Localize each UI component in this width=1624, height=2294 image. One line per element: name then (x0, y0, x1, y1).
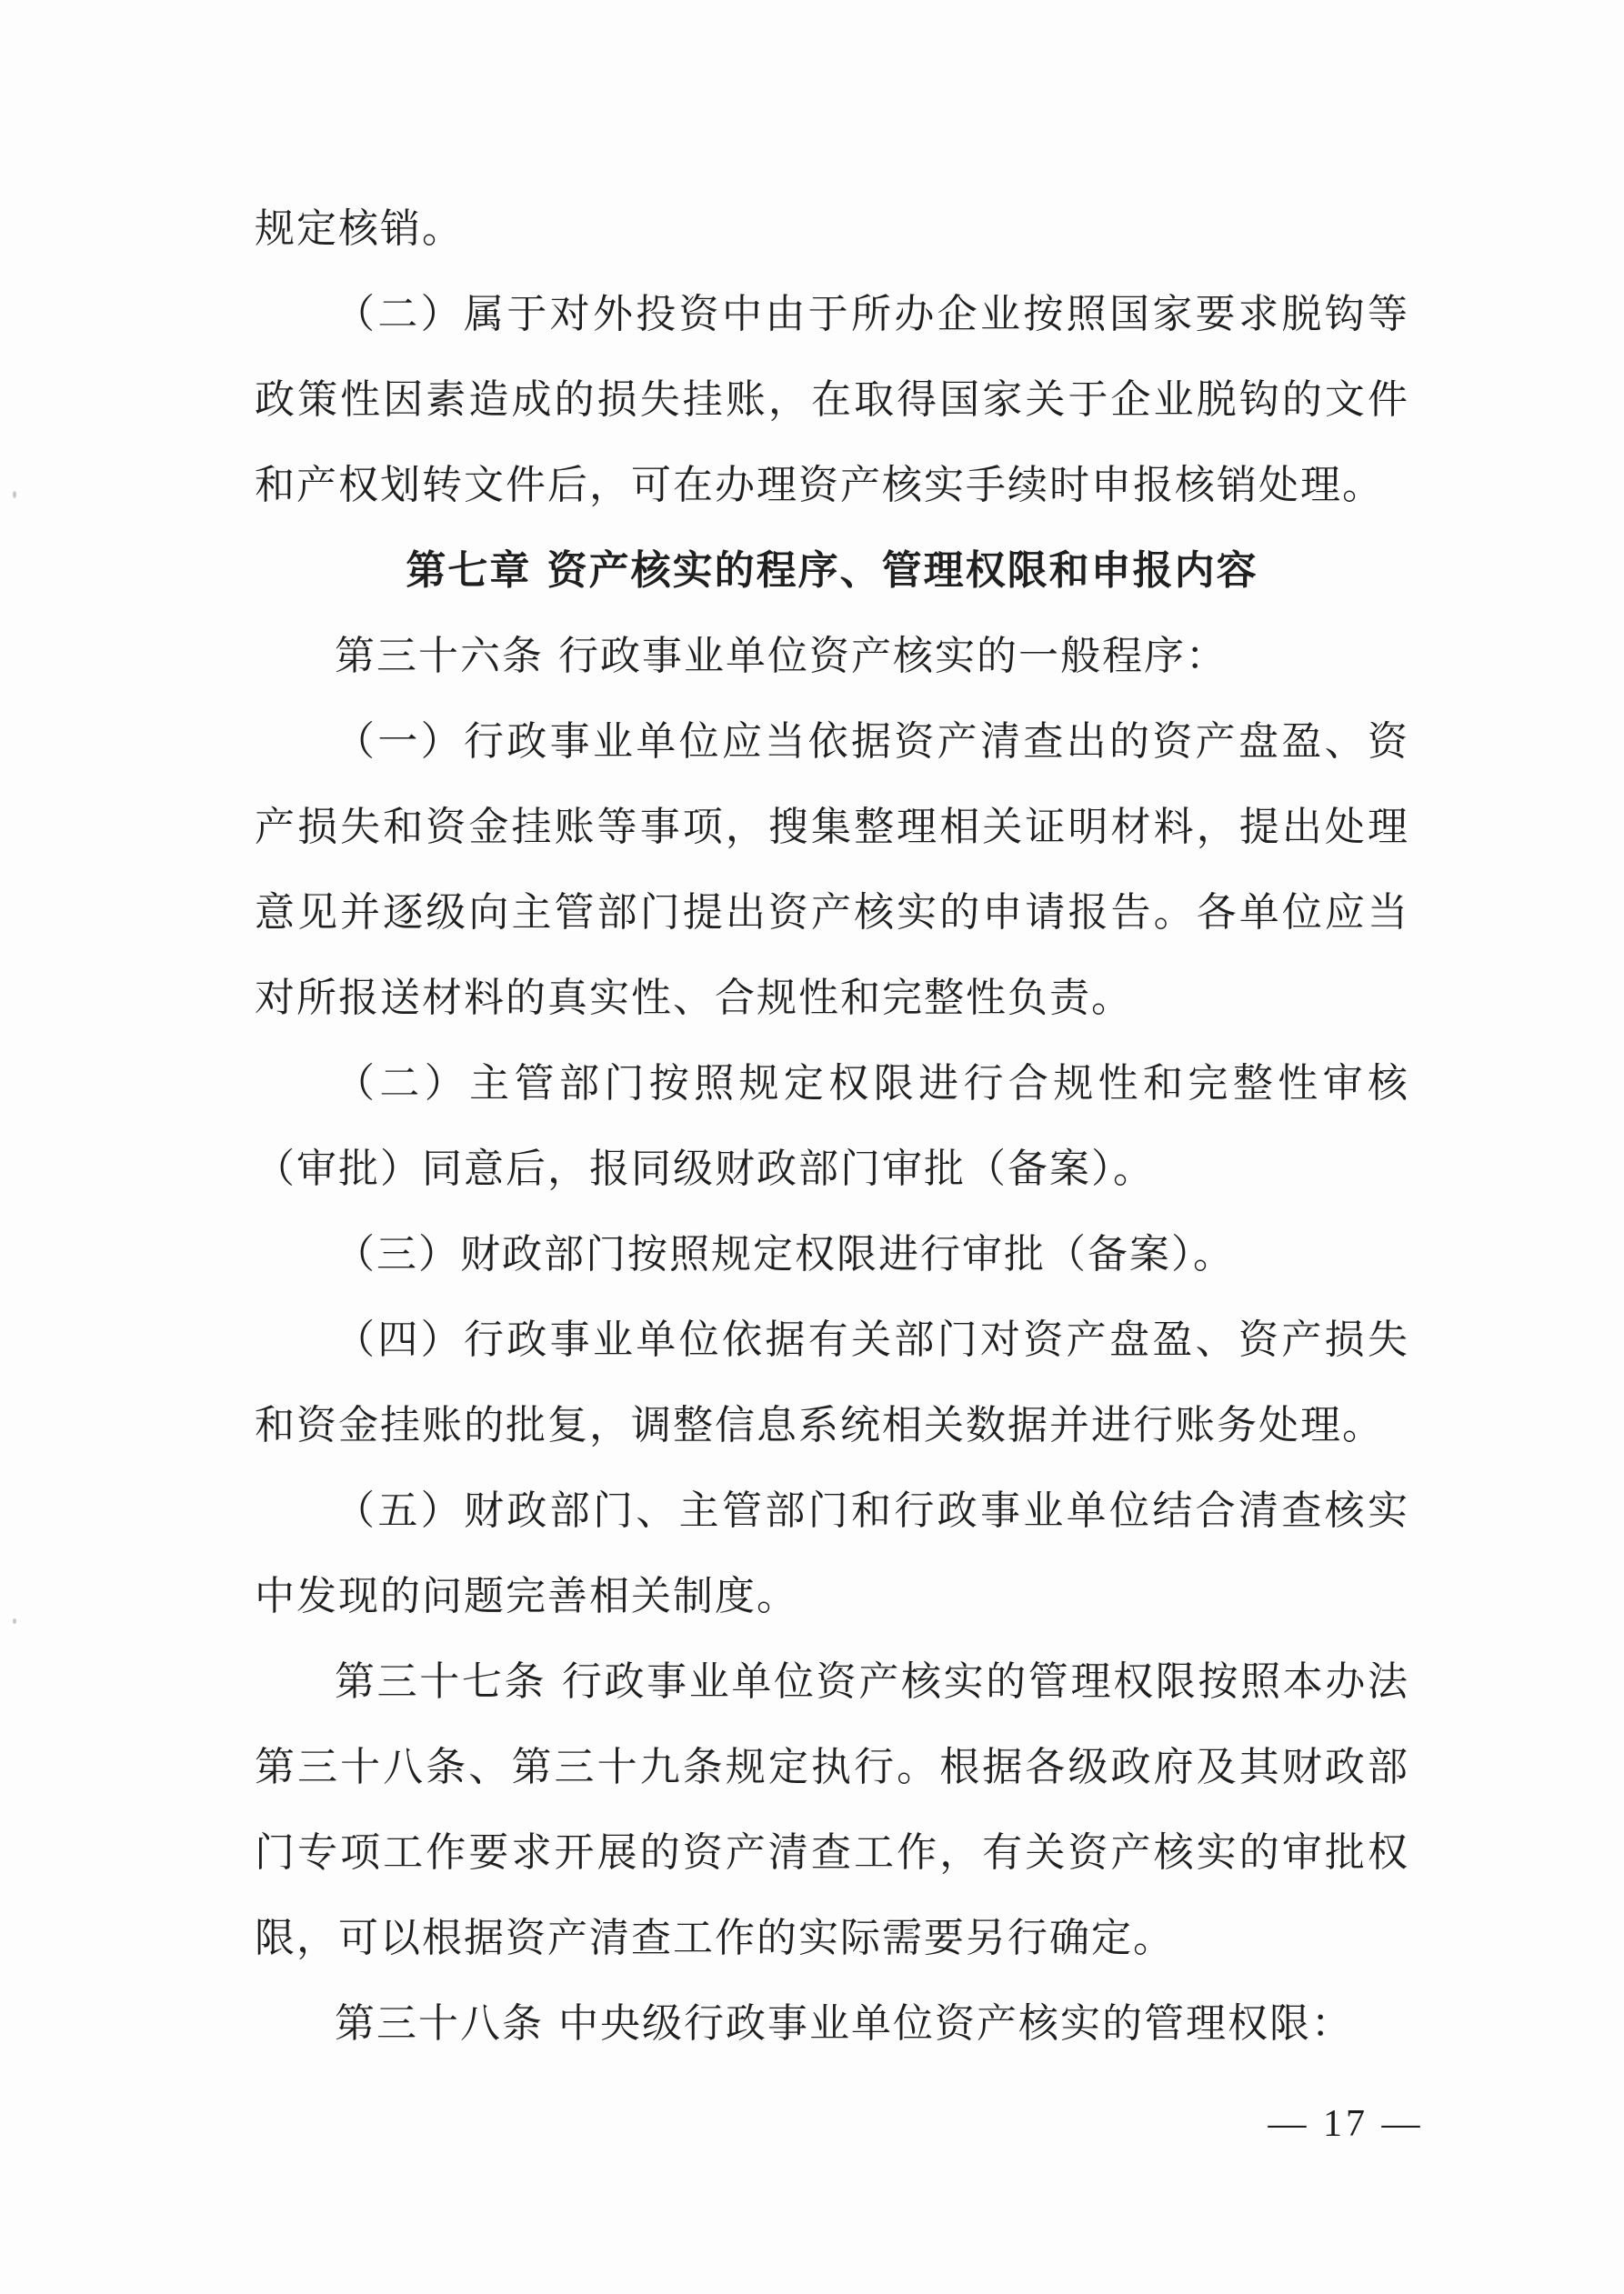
article-36-item-3: （三）财政部门按照规定权限进行审批（备案）。 (335, 1231, 1235, 1277)
article-36-item-2: （二）主管部门按照规定权限进行合规性和完整性审核（审批）同意后，报同级财政部门审批（备案）。 (255, 1060, 1409, 1192)
scan-speck (13, 491, 16, 498)
article-38-title: 第三十八条 中央级行政事业单位资产核实的管理权限： (335, 2000, 1353, 2047)
scan-speck (13, 1618, 16, 1624)
page-number: — 17 — (1268, 2103, 1424, 2145)
article-37: 第三十七条 行政事业单位资产核实的管理权限按照本办法第三十八条、第三十九条规定执行。根据各级政府及其财政部门专项工作要求开展的资产清查工作，有关资产核实的审批权限，可以根据资产清查工作的实际需要另行确定。 (255, 1658, 1409, 1961)
paragraph-article-35-item-2: （二）属于对外投资中由于所办企业按照国家要求脱钩等政策性因素造成的损失挂账，在取得国家关于企业脱钩的文件和产权划转文件后，可在办理资产核实手续时申报核销处理。 (255, 291, 1409, 508)
document-body (255, 186, 1409, 2067)
article-36-title: 第三十六条 行政事业单位资产核实的一般程序： (335, 633, 1228, 679)
article-36-item-4: （四）行政事业单位依据有关部门对资产盘盈、资产损失和资金挂账的批复，调整信息系统相关数据并进行账务处理。 (255, 1317, 1409, 1448)
article-36-item-1: （一）行政事业单位应当依据资产清查出的资产盘盈、资产损失和资金挂账等事项，搜集整理相关证明材料，提出处理意见并逐级向主管部门提出资产核实的申请报告。各单位应当对所报送材料的真实性、合规性和完整性负责。 (255, 718, 1409, 1021)
article-36-item-5: （五）财政部门、主管部门和行政事业单位结合清查核实中发现的问题完善相关制度。 (255, 1488, 1409, 1619)
paragraph-continuation: 规定核销。 (255, 205, 464, 252)
chapter-heading: 第七章 资产核实的程序、管理权限和申报内容 (406, 547, 1258, 594)
